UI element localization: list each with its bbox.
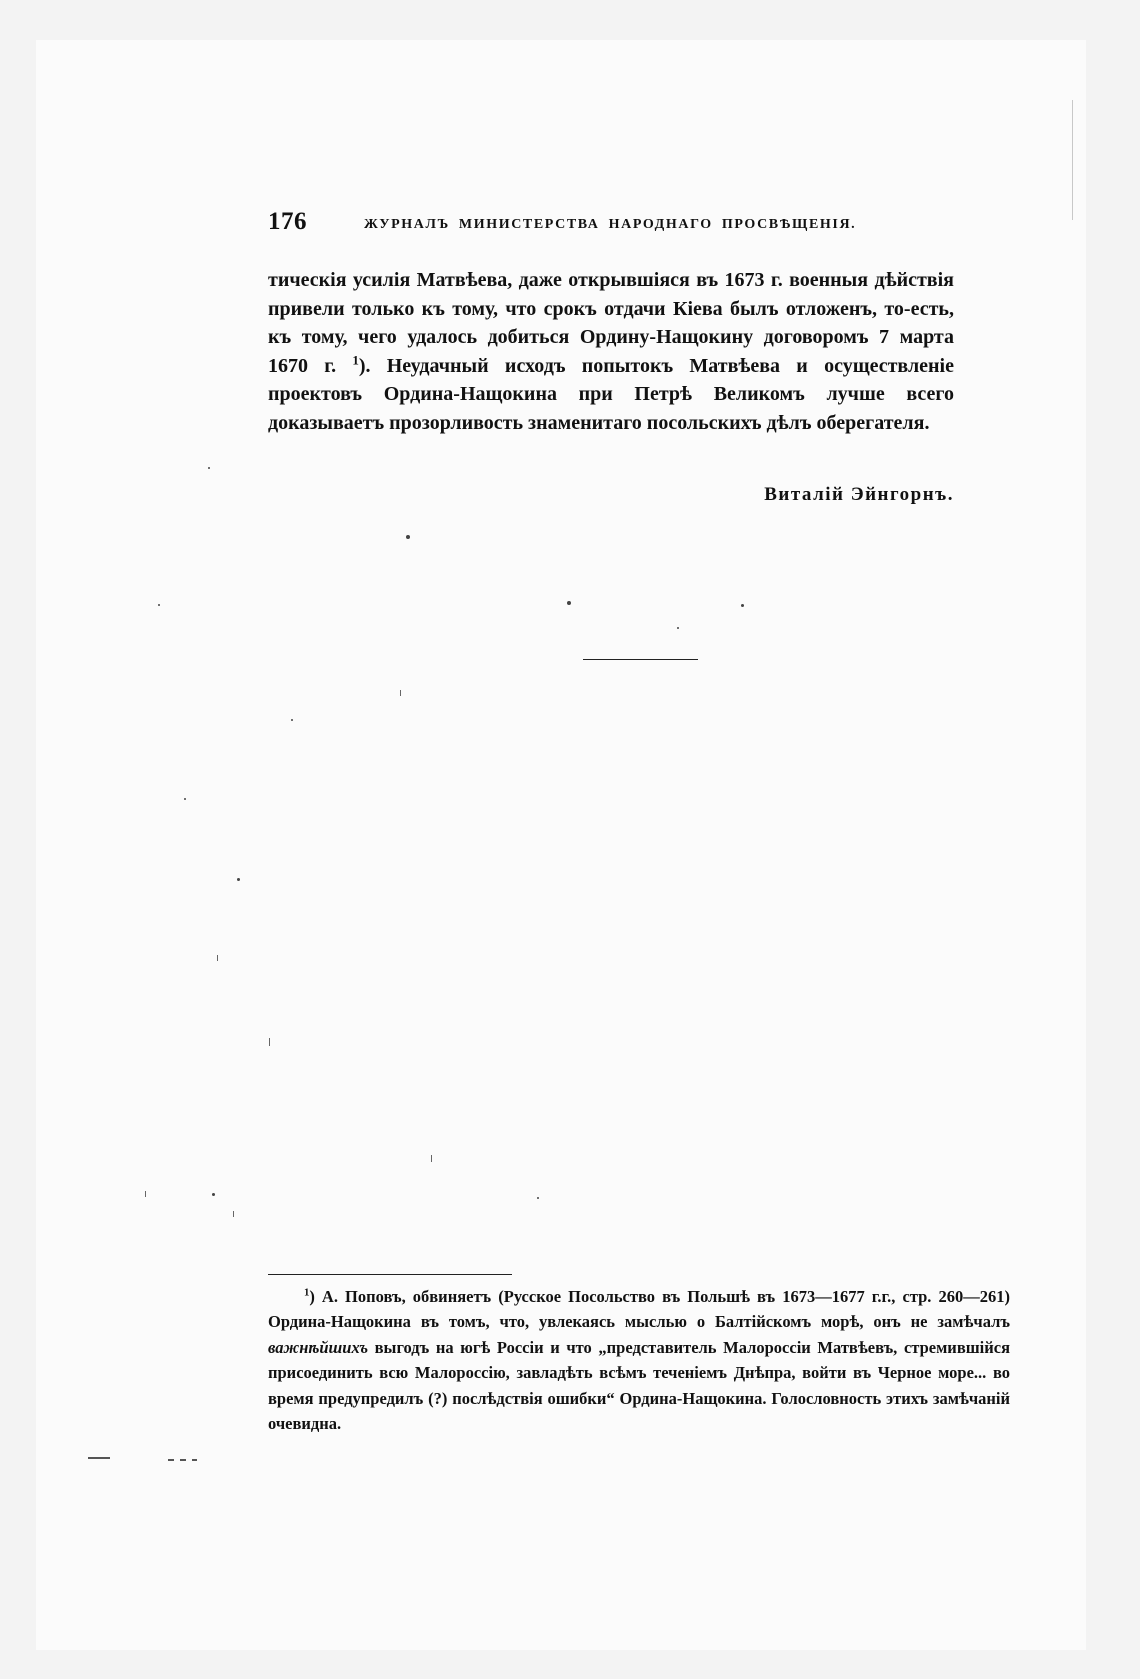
scan-speck [291, 719, 293, 721]
footnote-text-part1: ) А. Поповъ, обвиняетъ (Русское Посольство въ Польшѣ въ 1673—1677 г.г., стр. 260—261) Ордина-Нащокина въ томъ, что, увлекаясь мыслью о Балтійскомъ морѣ, онъ не замѣчалъ [268, 1287, 1010, 1332]
running-title: ЖУРНАЛЪ МИНИСТЕРСТВА НАРОДНАГО ПРОСВѢЩЕНІЯ. [364, 217, 857, 232]
scan-speck [237, 878, 240, 881]
scan-speck [208, 467, 210, 469]
scan-tick [269, 1038, 270, 1046]
scan-speck [741, 604, 744, 607]
scan-mark [88, 1457, 110, 1459]
scan-speck [567, 601, 571, 605]
footnote [268, 1284, 1010, 1436]
footnote-reference[interactable]: 1 [352, 352, 359, 368]
scan-mark [180, 1459, 186, 1461]
body-text-part2: ). Неудачный исходъ попытокъ Матвѣева и осуществленіе проектовъ Ордина-Нащокина при Петрѣ Великомъ лучше всего доказываетъ прозорливость знаменитаго посольскихъ дѣлъ оберегателя. [268, 354, 954, 434]
scan-tick [145, 1191, 146, 1197]
scan-speck [537, 1197, 539, 1199]
scan-speck [677, 627, 679, 629]
author-signature: Виталій Эйнгорнъ. [764, 484, 954, 505]
scan-speck [184, 798, 186, 800]
footnote-emphasis: важнѣйшихъ [268, 1337, 369, 1357]
scan-mark [192, 1459, 197, 1461]
scan-speck [406, 535, 410, 539]
scan-tick [233, 1211, 234, 1217]
scan-tick [217, 955, 218, 961]
page-number: 176 [268, 208, 307, 235]
scan-tick [400, 690, 401, 696]
footnote-text-part2: выгодъ на югѣ Россіи и что „представитель Малороссіи Матвѣевъ, стремившійся присоединить всю Малороссію, завладѣть всѣмъ теченіемъ Днѣпра, войти въ Черное море... во время предупредилъ (?) послѣдствія ошибки“ Ордина-Нащокина. Голословность этихъ замѣчаній очевидна. [268, 1337, 1010, 1434]
scan-speck [212, 1193, 215, 1196]
scan-tick [431, 1155, 432, 1162]
body-paragraph [268, 266, 954, 438]
section-divider [583, 659, 698, 660]
footnote-marker: 1 [304, 1286, 310, 1299]
margin-scan-line [1072, 100, 1073, 220]
body-text-part1: тическія усилія Матвѣева, даже открывшіяся въ 1673 г. военныя дѣйствія привели только къ тому, что срокъ отдачи Кіева былъ отложенъ, то-есть, къ тому, чего удалось добиться Ордину-Нащокину договоромъ 7 марта 1670 г. [268, 269, 954, 377]
scan-speck [158, 604, 160, 606]
scan-mark [168, 1459, 174, 1461]
footnote-divider [268, 1274, 512, 1275]
